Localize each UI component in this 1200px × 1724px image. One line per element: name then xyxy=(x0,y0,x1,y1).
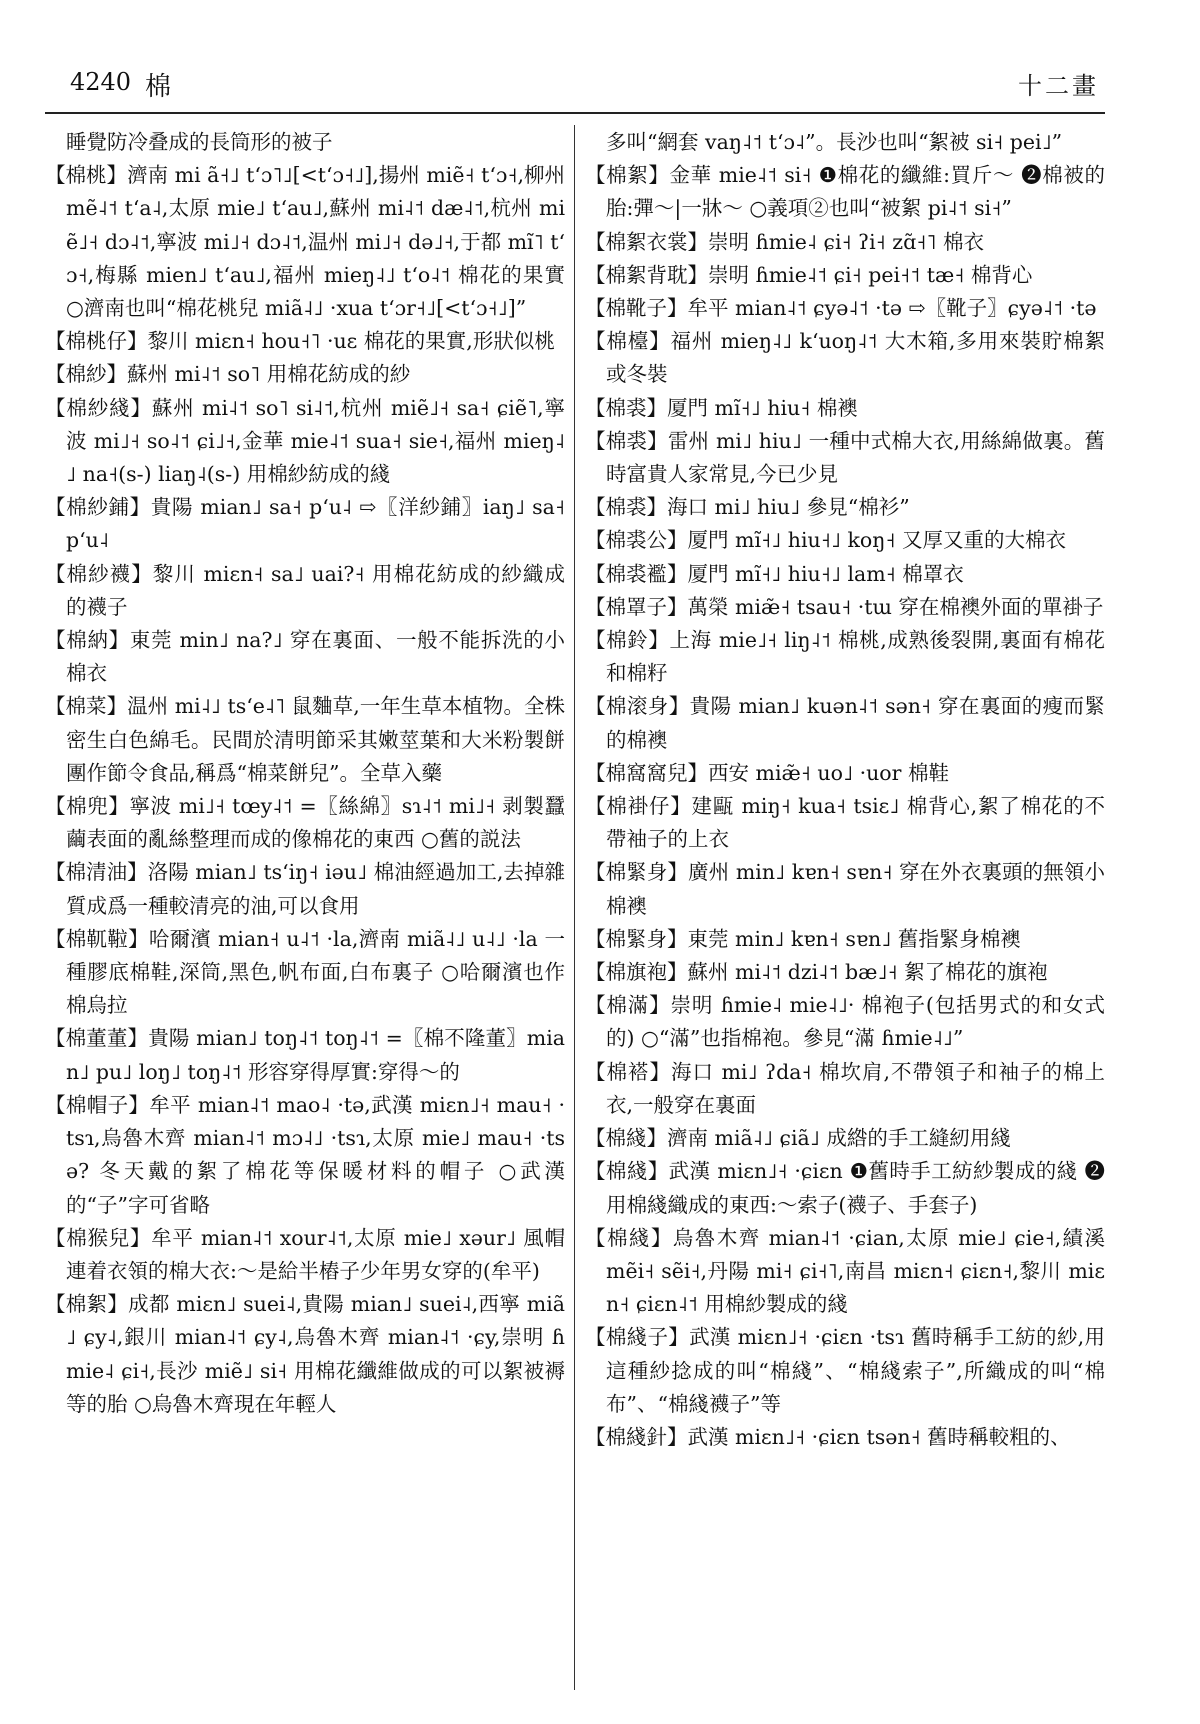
page-header xyxy=(45,62,1105,114)
dictionary-entry: 【棉緊身】廣州 min˩ kɐn˧ sɐn˧ 穿在外衣裏頭的無領小棉襖 xyxy=(585,860,1105,918)
dictionary-entry: 【棉絮衣裳】崇明 ɦmie˨ ɕi˧ ʔi˧ zɑ̃˧˥ 棉衣 xyxy=(585,229,984,254)
dictionary-entry: 【棉桃仔】黎川 miɛn˧ hou˧˥ ·uɛ 棉花的果實,形狀似桃 xyxy=(45,329,555,354)
dictionary-entry: 【棉桃】濟南 mi ã˧˩ tʻɔ˥˩[<tʻɔ˧˩],揚州 miẽ˧ tʻɔ˧,柳州 mẽ˨˦ tʻa˨,太原 mie˩ tʻau˩,蘇州 mi˨˦ dæ˨˦,杭州 miẽ˩˧ dɔ˨˦,寧波 mi˩˧ dɔ˨˦,温州 mi˩˧ də˩˧,于都 mĩ˥ tʻɔ˧,梅縣 mien˩ tʻau˩,福州 mieŋ˨˩ tʻo˨˦ 棉花的果實 ○濟南也叫“棉花桃兒 miã˨˩ ·xua tʻɔr˧˩[<tʻɔ˧˩]” xyxy=(45,163,565,321)
dictionary-entry: 睡覺防冷叠成的長筒形的被子 xyxy=(66,130,333,154)
dictionary-entry: 【棉清油】洛陽 mian˩ tsʻiŋ˧ iəu˩ 棉油經過加工,去掉雜質成爲一種較清亮的油,可以食用 xyxy=(45,860,565,918)
dictionary-entry: 【棉董董】貴陽 mian˩ toŋ˨˦ toŋ˨˦ =〖棉不隆董〗mian˩ pu˩ loŋ˩ toŋ˨˦ 形容穿得厚實:穿得～的 xyxy=(45,1026,565,1084)
stroke-section: 十二畫 xyxy=(1018,72,1099,100)
dictionary-entry: 【棉窩窩兒】西安 miæ̃˧ uo˩ ·uor 棉鞋 xyxy=(585,760,949,785)
dictionary-entry: 【棉絮】成都 miɛn˩ suei˨,貴陽 mian˩ suei˨,西寧 miã˩ ɕy˨,銀川 mian˨˦ ɕy˨,烏魯木齊 mian˨˦ ·ɕy,崇明 ɦmie˨ ɕi˧,長沙 miẽ˩ si˧ 用棉花纖維做成的可以絮被褥等的胎 ○烏魯木齊現在年輕人 xyxy=(45,1292,565,1416)
dictionary-entry: 【棉罩子】萬榮 miæ̃˧ tsau˧ ·tɯ 穿在棉襖外面的單褂子 xyxy=(585,594,1104,619)
dictionary-entry: 【棉裘】海口 mi˩ hiu˩ 參見“棉衫” xyxy=(585,495,910,520)
dictionary-entry: 【棉紗】蘇州 mi˨˦ so˥ 用棉花紡成的紗 xyxy=(45,362,411,387)
left-column xyxy=(45,126,565,1716)
dictionary-entry: 【棉絮背耽】崇明 ɦmie˨˦ ɕi˧ pei˧˦ tæ˧ 棉背心 xyxy=(585,262,1033,287)
dictionary-entry: 【棉兜】寧波 mi˩˧ tœy˨˦ =〖絲綿〗sɿ˨˦ mi˩˧ 剥製蠶繭表面的亂絲整理而成的像棉花的東西 ○舊的説法 xyxy=(45,794,565,852)
dictionary-entry: 多叫“網套 vaŋ˨˦ tʻɔ˨”。長沙也叫“絮被 si˧ pei˩” xyxy=(606,130,1063,154)
dictionary-entry: 【棉褡】海口 mi˩ ʔda˧ 棉坎肩,不帶領子和袖子的棉上衣,一般穿在裏面 xyxy=(585,1059,1105,1117)
dictionary-entry: 【棉緊身】東莞 min˩ kɐn˧ sɐn˩ 舊指緊身棉襖 xyxy=(585,926,1021,951)
dictionary-entry: 【棉綫針】武漢 miɛn˩˧ ·ɕiɛn tsən˧ 舊時稱較粗的、 xyxy=(585,1424,1071,1449)
right-column xyxy=(585,126,1105,1716)
dictionary-entry: 【棉綫】武漢 miɛn˩˧ ·ɕiɛn ❶舊時手工紡紗製成的綫 ❷用棉綫織成的東西:～索子(襪子、手套子) xyxy=(585,1159,1105,1217)
page-number: 4240 xyxy=(70,68,132,96)
dictionary-entry: 【棉帽子】牟平 mian˨˦ mao˨ ·tə,武漢 miɛn˩˧ mau˧ ·tsɿ,烏魯木齊 mian˨˦ mɔ˨˩ ·tsɿ,太原 mie˩ mau˧ ·tsə? 冬天戴的絮了棉花等保暖材料的帽子 ○武漢的“子”字可省略 xyxy=(45,1092,565,1217)
head-character: 棉 xyxy=(145,72,172,102)
dictionary-entry: 【棉靴子】牟平 mian˨˦ ɕyə˨˦ ·tə ⇨〖靴子〗ɕyə˨˦ ·tə xyxy=(585,296,1097,321)
dictionary-entry: 【棉菜】温州 mi˨˩ tsʻe˨˥ 鼠麯草,一年生草本植物。全株密生白色綿毛。民間於清明節采其嫩莖葉和大米粉製餅團作節令食品,稱爲“棉菜餅兒”。全草入藥 xyxy=(45,694,565,785)
dictionary-entry: 【棉綫】烏魯木齊 mian˨˦ ·ɕian,太原 mie˩ ɕie˧,績溪 mẽi˧ sẽi˧,丹陽 mi˧ ɕi˧˥,南昌 miɛn˧ ɕiɛn˧,黎川 miɛn˧ ɕiɛn˨˦ 用棉紗製成的綫 xyxy=(585,1225,1105,1317)
dictionary-entry: 【棉滿】崇明 ɦmie˨ mie˨˩· 棉袍子(包括男式的和女式的) ○“滿”也指棉袍。參見“滿 ɦmie˨˩” xyxy=(585,993,1105,1051)
dictionary-entry: 【棉旗袍】蘇州 mi˨˦ dzi˨˦ bæ˩˧ 絮了棉花的旗袍 xyxy=(585,960,1048,985)
dictionary-entry: 【棉絮】金華 mie˨˦ si˧ ❶棉花的纖維:買斤～ ❷棉被的胎:彈～|一牀～ ○義項②也叫“被絮 pi˨˦ si˧” xyxy=(585,163,1105,221)
dictionary-entry: 【棉紗綫】蘇州 mi˨˦ so˥ si˨˦,杭州 miẽ˩˧ sa˧ ɕiẽ˥,寧波 mi˩˧ so˨˦ ɕi˩˧,金華 mie˨˦ sua˧ sie˧,福州 mieŋ˨˩ na˧(s-) liaŋ˨(s-) 用棉紗紡成的綫 xyxy=(45,395,565,487)
column-divider xyxy=(574,125,575,1690)
dictionary-entry: 【棉猴兒】牟平 mian˨˦ xour˨˦,太原 mie˩ xəur˩ 風帽連着衣領的棉大衣:～是給半樁子少年男女穿的(牟平) xyxy=(45,1225,565,1283)
dictionary-entry: 【棉裘】雷州 mi˩ hiu˩ 一種中式棉大衣,用絲綿做裏。舊時富貴人家常見,今已少見 xyxy=(585,428,1105,487)
dictionary-entry: 【棉紗襪】黎川 miɛn˧ sa˩ uai?˧ 用棉花紡成的紗織成的襪子 xyxy=(45,561,565,619)
dictionary-entry: 【棉裘】厦門 mĩ˧˩ hiu˧ 棉襖 xyxy=(585,395,858,420)
dictionary-entry: 【棉綫】濟南 miã˨˩ ɕiã˩ 成綹的手工縫紉用綫 xyxy=(585,1126,1011,1151)
dictionary-entry: 【棉裘公】厦門 mĩ˧˩ hiu˧˩ koŋ˧ 又厚又重的大棉衣 xyxy=(585,528,1067,553)
dictionary-entry: 【棉滚身】貴陽 mian˩ kuən˨˦ sən˧ 穿在裏面的瘦而緊的棉襖 xyxy=(585,694,1105,752)
dictionary-entry: 【棉靰鞡】哈爾濱 mian˧ u˨˦ ·la,濟南 miã˨˩ u˨˩ ·la 一種膠底棉鞋,深筒,黑色,帆布面,白布裏子 ○哈爾濱也作棉烏拉 xyxy=(45,926,565,1018)
dictionary-entry: 【棉鈴】上海 mie˩˧ liŋ˨˦ 棉桃,成熟後裂開,裏面有棉花和棉籽 xyxy=(585,628,1105,686)
dictionary-entry: 【棉納】東莞 min˩ na?˩ 穿在裏面、一般不能拆洗的小棉衣 xyxy=(45,628,565,686)
dictionary-entry: 【棉裘襤】厦門 mĩ˧˩ hiu˧˩ lam˧ 棉罩衣 xyxy=(585,561,964,586)
dictionary-entry: 【棉紗鋪】貴陽 mian˩ sa˧ pʻu˨ ⇨〖洋紗鋪〗iaŋ˩ sa˧ pʻu˨ xyxy=(45,495,565,553)
dictionary-entry: 【棉綫子】武漢 miɛn˩˧ ·ɕiɛn ·tsɿ 舊時稱手工紡的紗,用這種紗捻成的叫“棉綫”、“棉綫索子”,所織成的叫“棉布”、“棉綫襪子”等 xyxy=(585,1325,1105,1416)
dictionary-entry: 【棉檯】福州 mieŋ˨˩ kʻuoŋ˨˦ 大木箱,多用來裝貯棉絮或冬裝 xyxy=(585,329,1105,387)
dictionary-entry: 【棉褂仔】建甌 miŋ˧ kua˧ tsiɛ˩ 棉背心,絮了棉花的不帶袖子的上衣 xyxy=(585,794,1105,852)
